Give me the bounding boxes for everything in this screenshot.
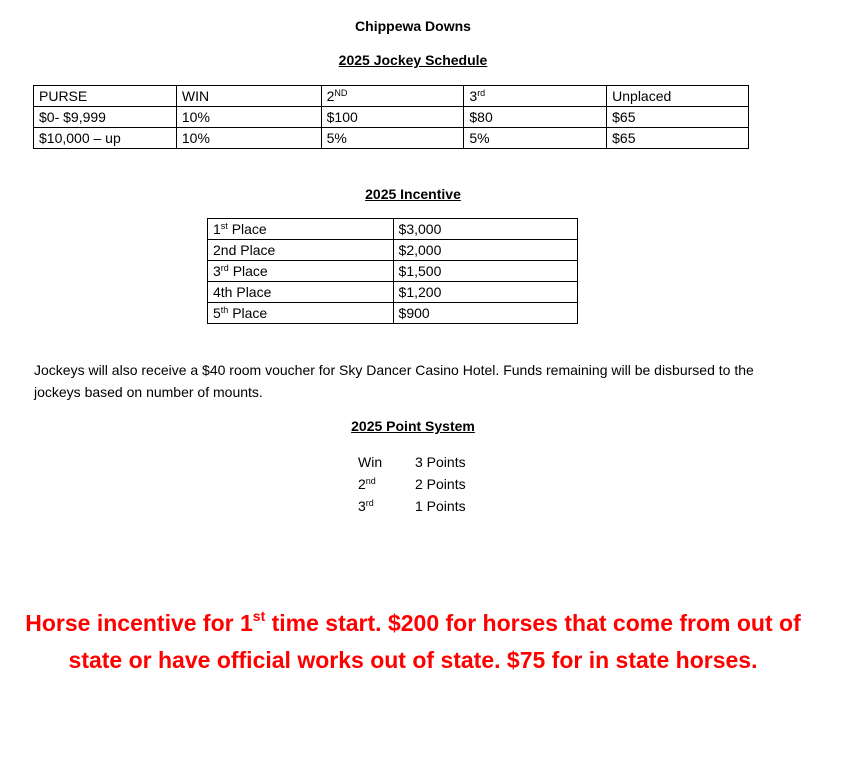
- point-label-superscript: rd: [365, 498, 374, 508]
- table-row: [34, 128, 749, 149]
- table-cell: WIN: [176, 86, 321, 107]
- place-superscript: st: [220, 221, 228, 231]
- table-cell: $65: [607, 107, 749, 128]
- place-text-rest: Place: [228, 263, 268, 279]
- incentive-title-text: 2025 Incentive: [365, 186, 461, 202]
- table-row: [208, 303, 578, 324]
- table-cell: $10,000 – up: [34, 128, 177, 149]
- table-row: [208, 219, 578, 240]
- table-row: [208, 282, 578, 303]
- table-cell: $100: [321, 107, 464, 128]
- point-label-superscript: nd: [365, 476, 376, 486]
- table-cell: $2,000: [393, 240, 577, 261]
- point-system-title: [0, 418, 826, 434]
- point-label: [358, 495, 415, 517]
- horse-incentive-note: [20, 605, 806, 679]
- place-text: 2nd Place: [213, 242, 276, 258]
- place-superscript: rd: [220, 263, 229, 273]
- cell-superscript: ND: [334, 88, 348, 98]
- jockey-schedule-table: [33, 85, 749, 149]
- table-cell: $900: [393, 303, 577, 324]
- table-cell: 5%: [321, 128, 464, 149]
- voucher-note: Jockeys will also receive a $40 room voucher for Sky Dancer Casino Hotel. Funds remaining will be disbursed to the jockeys based on number of mounts.: [34, 362, 754, 400]
- point-label: [358, 451, 415, 473]
- table-cell: [208, 282, 394, 303]
- table-cell: Unplaced: [607, 86, 749, 107]
- table-cell: $80: [464, 107, 607, 128]
- schedule-title-text: 2025 Jockey Schedule: [338, 52, 488, 68]
- incentive-title: [0, 186, 826, 202]
- table-cell: [464, 86, 607, 107]
- cell-superscript: rd: [477, 88, 486, 98]
- horse-incentive-text: Horse incentive for 1: [25, 610, 253, 636]
- table-cell: PURSE: [34, 86, 177, 107]
- table-row: [34, 107, 749, 128]
- table-cell: $1,200: [393, 282, 577, 303]
- list-item: [358, 495, 466, 517]
- table-cell: 10%: [176, 107, 321, 128]
- table-row: [208, 240, 578, 261]
- table-cell: $65: [607, 128, 749, 149]
- place-text: 3: [213, 263, 221, 279]
- table-cell: $0- $9,999: [34, 107, 177, 128]
- place-text: 4th Place: [213, 284, 272, 300]
- horse-incentive-text-rest: time start. $200 for horses that come from out of state or have official works out of state. $75 for in state horses.: [68, 610, 801, 673]
- cell-text: 2: [326, 88, 335, 104]
- table-cell: [321, 86, 464, 107]
- table-cell: [208, 303, 394, 324]
- list-item: [358, 451, 466, 473]
- point-label-text: 2: [358, 476, 366, 492]
- incentive-table: [207, 218, 578, 324]
- table-cell: [208, 261, 394, 282]
- table-row: [208, 261, 578, 282]
- venue-title: Chippewa Downs: [355, 18, 471, 34]
- table-cell: [208, 219, 394, 240]
- schedule-title: [0, 52, 826, 68]
- place-text-rest: Place: [228, 305, 268, 321]
- point-label: [358, 473, 415, 495]
- table-row: [34, 86, 749, 107]
- horse-incentive-superscript: st: [252, 608, 266, 624]
- point-value: 2 Points: [415, 476, 466, 492]
- table-cell: $3,000: [393, 219, 577, 240]
- place-text-rest: Place: [227, 221, 267, 237]
- point-label-text: 3: [358, 498, 366, 514]
- table-cell: 5%: [464, 128, 607, 149]
- list-item: [358, 473, 466, 495]
- cell-text: 3: [469, 88, 478, 104]
- place-superscript: th: [220, 305, 229, 315]
- point-system-list: [358, 451, 466, 517]
- table-cell: $1,500: [393, 261, 577, 282]
- place-text: 5: [213, 305, 221, 321]
- table-cell: [208, 240, 394, 261]
- point-value: 3 Points: [415, 454, 466, 470]
- table-cell: 10%: [176, 128, 321, 149]
- place-text: 1: [213, 221, 221, 237]
- point-system-title-text: 2025 Point System: [351, 418, 475, 434]
- point-label-text: Win: [358, 454, 383, 470]
- point-value: 1 Points: [415, 498, 466, 514]
